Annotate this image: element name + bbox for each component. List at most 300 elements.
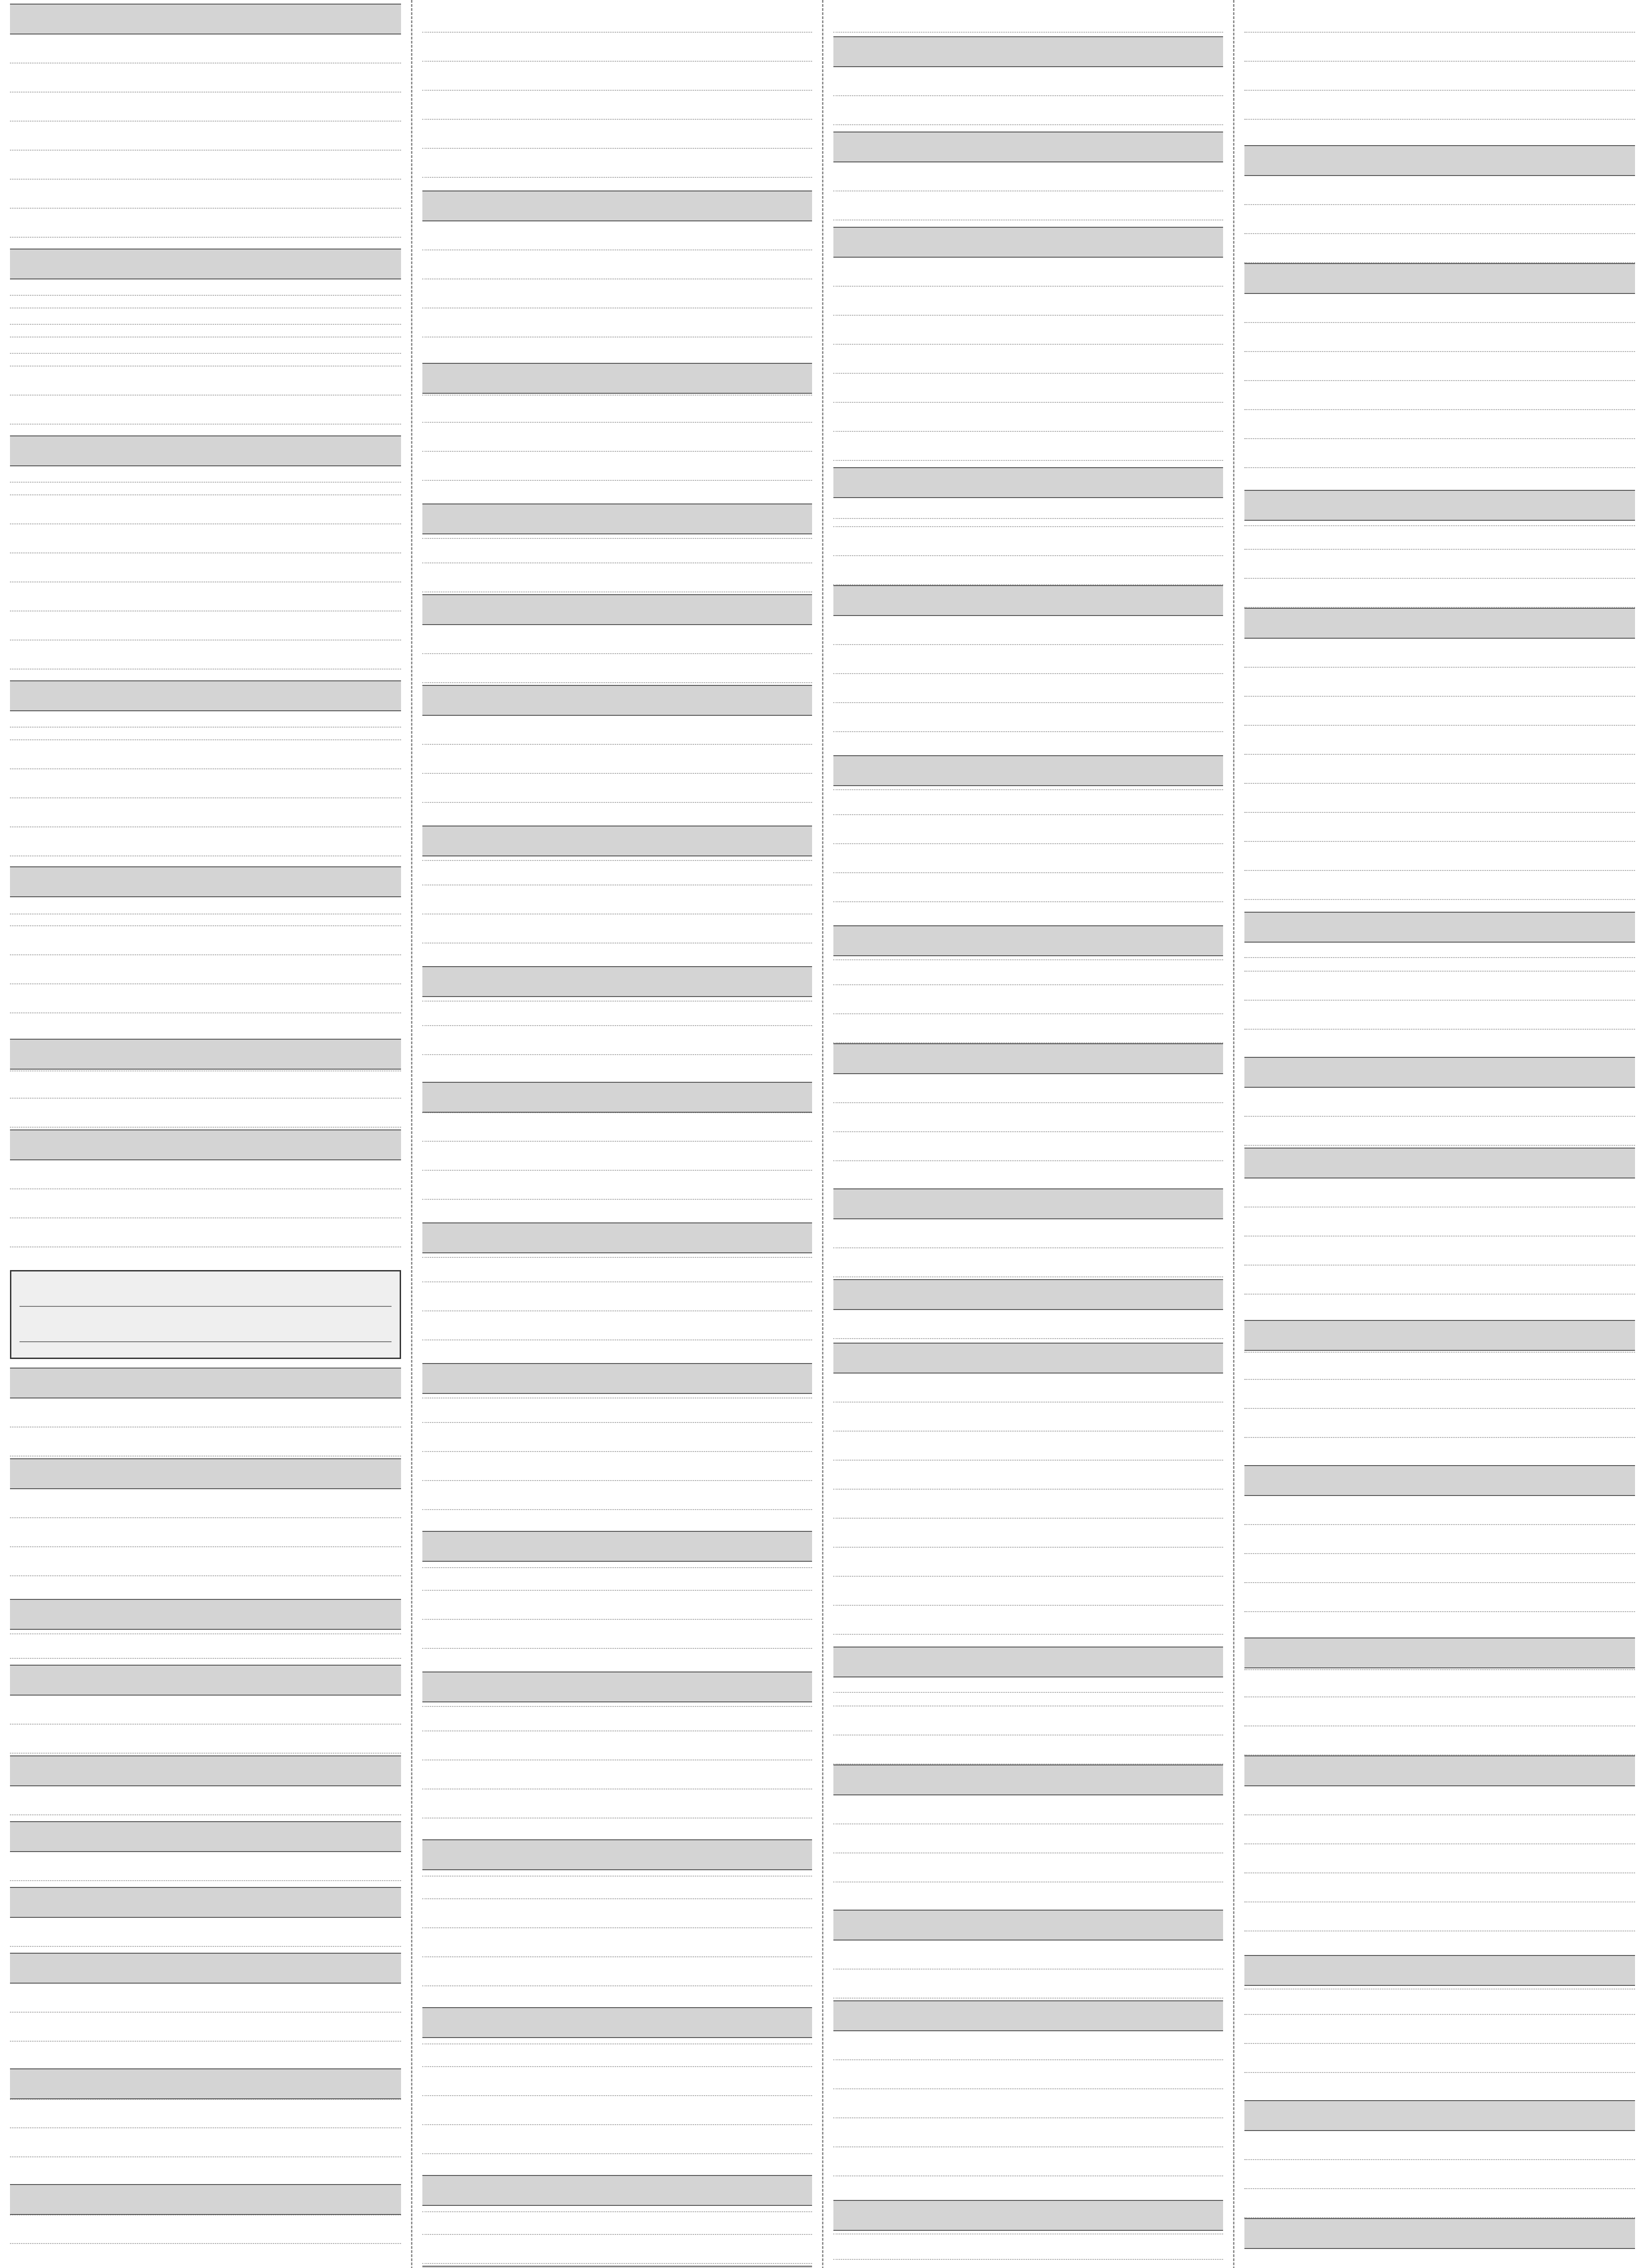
district-heading [1244,2100,1635,2131]
assignment-line [1244,646,1635,668]
district-heading [10,249,401,279]
assignment-line [422,98,812,120]
assignment-line [1244,1416,1635,1438]
assignment-line [1244,11,1635,33]
district-heading [422,685,812,716]
assignment-line [833,294,1223,316]
assignment-line [10,2251,401,2268]
district-block [422,4,812,207]
district-heading [10,1821,401,1852]
district-block [1244,2218,1635,2268]
assignment-line [422,1033,812,1055]
district-heading [1244,1755,1635,1786]
assignment-line [833,1948,1223,1970]
assignment-line [422,723,812,745]
assignment-line [10,187,401,209]
column-4 [1233,0,1645,2268]
assignment-line [422,632,812,654]
assignment-line [422,11,812,33]
assignment-line [833,1110,1223,1132]
assignment-line [833,822,1223,844]
assignment-line [1244,791,1635,813]
district-block [1244,4,1635,149]
assignment-line [1244,1095,1635,1117]
district-heading [422,826,812,856]
assignment-line [833,652,1223,674]
district-heading [1244,1465,1635,1496]
assignment-line [1244,1503,1635,1525]
assignment-line [10,1406,401,1427]
assignment-line [833,793,1223,815]
assignment-line [10,1525,401,1547]
assignment-line [833,851,1223,873]
district-heading [422,1363,812,1394]
assignment-line [10,1794,401,1815]
assignment-line [10,561,401,582]
assignment-line [422,287,812,308]
assignment-line [1244,1124,1635,1146]
assignment-line [833,534,1223,556]
assignment-line [422,1062,812,1084]
assignment-line [833,323,1223,345]
assignment-line [833,1317,1223,1339]
district-heading [10,4,401,34]
assignment-line [1244,388,1635,410]
district-block [1244,608,1635,958]
district-heading [10,1368,401,1398]
assignment-line [833,1803,1223,1824]
assignment-line [10,777,401,798]
assignment-line [833,1227,1223,1248]
assignment-line [422,1906,812,1928]
assignment-line [10,1732,401,1754]
assignment-line [10,42,401,64]
assignment-line [1244,1590,1635,1612]
district-heading [422,1839,812,1870]
district-block [422,2175,812,2268]
date-notice-line [20,1281,392,1307]
district-heading [833,1765,1223,1795]
assignment-line [1244,241,1635,263]
assignment-line [10,904,401,926]
district-heading [10,2068,401,2099]
district-heading [422,2266,812,2268]
district-block [10,2184,401,2268]
assignment-line [10,1435,401,1457]
district-heading [422,2175,812,2206]
assignment-line [422,1319,812,1340]
assignment-line [1244,1215,1635,1237]
assignment-line [422,571,812,592]
assignment-line [422,127,812,149]
assignment-line [422,1739,812,1760]
assignment-line [422,459,812,481]
assignment-line [10,1226,401,1247]
assignment-line [1244,733,1635,755]
assignment-line [422,1488,812,1510]
assignment-line [833,103,1223,125]
assignment-line [833,1081,1223,1103]
assignment-line [1244,1037,1635,1059]
assignment-line [833,410,1223,432]
assignment-line [1244,820,1635,842]
assignment-line [833,1685,1223,1706]
district-heading [10,1887,401,1918]
district-heading [833,1279,1223,1310]
district-heading [422,1672,812,1702]
assignment-line [1244,2167,1635,2189]
assignment-line [422,2213,812,2235]
column-3 [822,0,1233,2268]
assignment-line [833,2038,1223,2060]
assignment-line [1244,762,1635,784]
assignment-line [10,2020,401,2042]
district-heading [1244,2218,1635,2249]
assignment-line [10,2107,401,2128]
district-heading [422,2007,812,2038]
assignment-line [422,1261,812,1282]
assignment-line [10,1168,401,1189]
district-block [1244,263,1635,526]
assignment-line [833,505,1223,527]
assignment-line [10,1703,401,1725]
assignment-line [422,893,812,914]
assignment-line [422,1178,812,1200]
district-block [833,2000,1223,2234]
assignment-line [422,542,812,563]
assignment-line [422,40,812,62]
district-heading [1244,1637,1635,1668]
district-heading [1244,263,1635,294]
district-heading [833,925,1223,956]
assignment-line [1244,446,1635,468]
assignment-line [10,2049,401,2071]
assignment-line [833,1497,1223,1519]
assignment-line [10,1859,401,1881]
assignment-line [422,258,812,279]
assignment-line [10,1197,401,1218]
district-heading [1244,1320,1635,1351]
assignment-line [833,1555,1223,1577]
assignment-line [833,265,1223,287]
district-block [833,4,1223,33]
date-notice-line [20,1317,392,1342]
district-heading [10,1129,401,1160]
assignment-line [10,2165,401,2186]
assignment-line [833,439,1223,461]
assignment-line [422,1598,812,1620]
assignment-line [1244,557,1635,579]
assignment-line [833,1468,1223,1490]
assignment-line [1244,675,1635,697]
assignment-line [833,352,1223,374]
assignment-line [422,1004,812,1026]
district-heading [422,1082,812,1113]
assignment-line [1244,1993,1635,2015]
assignment-line [422,1430,812,1452]
district-heading [10,1755,401,1786]
district-heading [422,966,812,997]
assignment-line [1244,1734,1635,1755]
assignment-line [422,1149,812,1171]
assignment-line [833,710,1223,732]
assignment-line [10,345,401,367]
assignment-line [10,374,401,396]
assignment-line [422,1936,812,1957]
district-heading [833,1647,1223,1677]
assignment-line [833,1256,1223,1277]
district-block [833,1343,1223,1693]
assignment-line [422,1290,812,1311]
assignment-line [1244,2138,1635,2160]
district-heading [10,1039,401,1070]
assignment-line [1244,1186,1635,1207]
assignment-line [422,69,812,91]
assignment-line [833,1890,1223,1911]
assignment-line [10,2222,401,2244]
assignment-line [422,1459,812,1481]
assignment-line [1244,1532,1635,1554]
assignment-line [1244,301,1635,323]
district-block [422,2266,812,2268]
assignment-line [1244,1705,1635,1726]
assignment-line [833,563,1223,585]
district-heading [1244,1057,1635,1088]
assignment-line [1244,1794,1635,1815]
assignment-line [833,1743,1223,1765]
district-heading [833,36,1223,67]
assignment-line [1244,1852,1635,1873]
assignment-line [1244,1244,1635,1266]
district-heading [422,191,812,221]
assignment-line [833,963,1223,985]
assignment-line [422,1710,812,1731]
assignment-line [833,1139,1223,1161]
assignment-line [1244,704,1635,726]
assignment-line [1244,2256,1635,2268]
district-heading [833,2200,1223,2231]
assignment-line [422,1965,812,1986]
assignment-line [10,532,401,553]
assignment-line [1244,1445,1635,1467]
assignment-line [833,1977,1223,1999]
assignment-line [10,806,401,827]
assignment-line [1244,950,1635,972]
district-heading [10,1458,401,1489]
assignment-line [10,1637,401,1659]
district-heading [10,866,401,897]
assignment-line [833,681,1223,703]
district-heading [422,503,812,534]
assignment-line [1244,1676,1635,1697]
assignment-line [1244,69,1635,91]
assignment-line [833,1584,1223,1606]
assignment-line [10,474,401,495]
district-heading [833,1343,1223,1374]
district-heading [10,435,401,466]
assignment-line [10,1077,401,1099]
assignment-line [422,1627,812,1649]
assignment-line [1244,359,1635,381]
assignment-line [422,2103,812,2125]
district-heading [10,1599,401,1630]
assignment-line [1244,212,1635,234]
assignment-line [422,2074,812,2096]
assignment-line [10,1106,401,1128]
district-heading [833,227,1223,258]
district-heading [833,1188,1223,1219]
assignment-line [10,1496,401,1518]
district-heading [1244,1148,1635,1178]
assignment-line [833,74,1223,96]
assignment-line [1244,1823,1635,1844]
assignment-line [833,1439,1223,1461]
assignment-line [833,2097,1223,2118]
assignment-line [833,1381,1223,1403]
district-heading [833,467,1223,498]
assignment-line [1244,1881,1635,1902]
district-heading [10,1953,401,1984]
assignment-line [422,1768,812,1789]
assignment-line [10,158,401,180]
assignment-line [1244,528,1635,550]
district-heading [1244,608,1635,639]
column-1 [0,0,411,2268]
assignment-line [833,1168,1223,1190]
district-heading [833,1043,1223,1074]
assignment-line [422,2242,812,2264]
assignment-line [422,1877,812,1899]
assignment-line [422,229,812,250]
assignment-line [10,963,401,984]
assignment-line [10,100,401,122]
assignment-line [10,648,401,670]
assignment-line [833,623,1223,645]
district-heading [1244,1955,1635,1986]
assignment-line [10,71,401,93]
assignment-line [10,287,401,308]
assignment-line [10,719,401,740]
assignment-line [422,2132,812,2154]
district-block [1244,1755,1635,1989]
assignment-line [422,661,812,683]
assignment-line [422,156,812,178]
assignment-line [833,1613,1223,1635]
assignment-line [1244,878,1635,900]
assignment-line [833,1861,1223,1882]
assignment-line [10,403,401,425]
assignment-line [833,880,1223,902]
assignment-line [1244,40,1635,62]
assignment-line [1244,417,1635,439]
assignment-line [10,619,401,640]
assignment-line [833,1832,1223,1853]
assignment-line [422,864,812,885]
district-heading [10,1665,401,1696]
assignment-line [422,2045,812,2067]
assignment-line [1244,2080,1635,2102]
assignment-line [1244,1273,1635,1295]
district-heading [422,363,812,394]
assignment-line [422,922,812,943]
district-block [833,2200,1223,2268]
assignment-line [422,752,812,774]
assignment-line [1244,849,1635,871]
assignment-line [10,590,401,611]
assignment-line [833,992,1223,1014]
district-heading [833,755,1223,786]
assignment-line [1244,2196,1635,2218]
assignment-line [422,316,812,337]
assignment-line [833,1526,1223,1548]
assignment-line [833,1022,1223,1043]
assignment-line [1244,979,1635,1001]
assignment-line [10,1925,401,1947]
assignment-line [422,430,812,452]
assignment-line [1244,1008,1635,1030]
assignment-line [422,1120,812,1142]
assignment-line [1244,2051,1635,2073]
assignment-line [10,748,401,769]
district-heading [422,1222,812,1253]
assignment-line [1244,2022,1635,2044]
assignment-line [1244,183,1635,205]
assignment-line [833,199,1223,220]
assignment-line [422,1569,812,1591]
assignment-line [1244,330,1635,352]
district-heading [10,2184,401,2215]
column-2 [411,0,822,2268]
assignment-line [833,2238,1223,2260]
assignment-line [1244,1358,1635,1380]
district-heading [833,2000,1223,2031]
assignment-line [1244,586,1635,608]
assignment-line [833,2126,1223,2147]
assignment-line [10,129,401,151]
assignment-line [10,503,401,524]
assignment-line [10,835,401,856]
assignment-line [833,381,1223,403]
assignment-line [833,170,1223,191]
assignment-line [1244,98,1635,120]
assignment-line [1244,1387,1635,1409]
assignment-line [10,216,401,238]
assignment-line [10,316,401,337]
assignment-line [833,2155,1223,2176]
district-heading [1244,912,1635,943]
assignment-line [1244,1910,1635,1931]
district-heading [833,1910,1223,1941]
assignment-line [10,1991,401,2013]
district-heading [1244,490,1635,521]
district-heading [422,1531,812,1562]
assignment-line [422,401,812,423]
assignment-line [10,992,401,1013]
assignment-line [10,1554,401,1576]
district-heading [833,132,1223,162]
assignment-line [422,1401,812,1423]
assignment-line [422,1797,812,1818]
district-heading [1244,145,1635,176]
assignment-line [833,1410,1223,1432]
assignment-line [833,1714,1223,1735]
assignment-line [422,781,812,803]
date-notice-box [10,1270,401,1359]
district-heading [10,680,401,711]
assignment-line [10,2136,401,2157]
assignment-line [833,2068,1223,2089]
district-heading [833,585,1223,616]
